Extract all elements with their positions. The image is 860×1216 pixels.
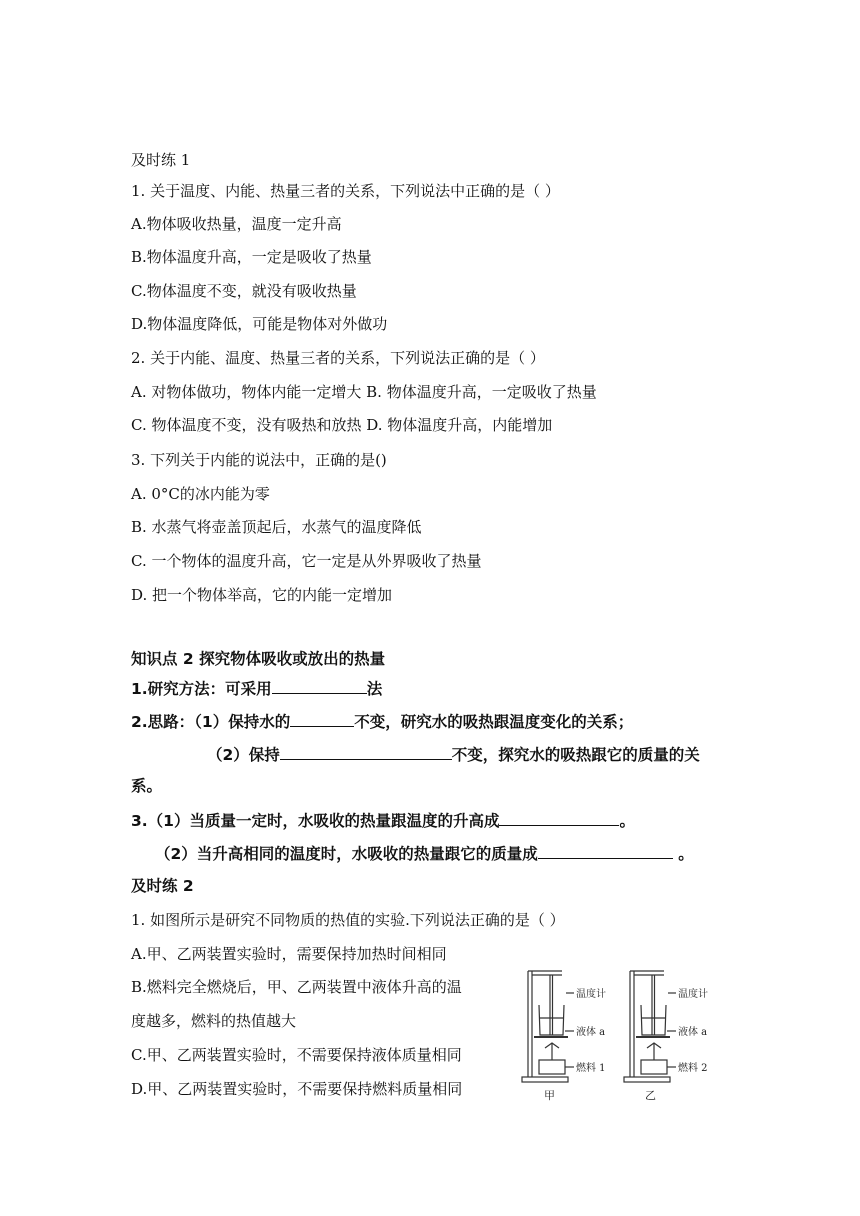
knowledge-point-heading: 知识点 2 探究物体吸收或放出的热量 bbox=[131, 650, 386, 668]
approach-line-3: 系。 bbox=[131, 777, 163, 795]
fuel-2-label: 燃料 2 bbox=[678, 1063, 708, 1074]
apparatus-left bbox=[522, 971, 574, 1082]
question-2-stem: 2. 关于内能、温度、热量三者的关系，下列说法正确的是（ ） bbox=[131, 349, 545, 367]
research-method-line bbox=[131, 678, 382, 699]
approach-1-suffix: 不变，研究水的吸热跟温度变化的关系； bbox=[354, 713, 634, 731]
q3-option-c: C. 一个物体的温度升高，它一定是从外界吸收了热量 bbox=[131, 552, 482, 570]
research-method-text: 1.研究方法：可采用 bbox=[131, 680, 272, 698]
section-heading: 及时练 2 bbox=[131, 877, 194, 895]
approach-line-2 bbox=[207, 744, 700, 765]
approach-2-text: （2）保持 bbox=[207, 746, 280, 764]
approach-2-suffix: 不变，探究水的吸热跟它的质量的关 bbox=[451, 746, 700, 764]
option-b-line-2: 度越多，燃料的热值越大 bbox=[131, 1012, 297, 1030]
liquid-label: 液体 a bbox=[576, 1027, 606, 1038]
q3-option-d: D. 把一个物体举高，它的内能一定增加 bbox=[131, 586, 393, 604]
apparatus-right bbox=[624, 971, 676, 1082]
option-b-line-1: B.燃料完全燃烧后，甲、乙两装置中液体升高的温 bbox=[131, 978, 462, 996]
q2-options-ab: A. 对物体做功，物体内能一定增大 B. 物体温度升高，一定吸收了热量 bbox=[131, 383, 597, 401]
question-3-stem: 3. 下列关于内能的说法中，正确的是() bbox=[131, 451, 387, 469]
conclusion-line-1 bbox=[131, 810, 635, 831]
option-d: D.甲、乙两装置实验时，不需要保持燃料质量相同 bbox=[131, 1080, 463, 1098]
approach-1-text: 2.思路：（1）保持水的 bbox=[131, 713, 291, 731]
caption-right: 乙 bbox=[645, 1089, 656, 1102]
question-1-stem: 1. 如图所示是研究不同物质的热值的实验.下列说法正确的是（ ） bbox=[131, 911, 565, 929]
thermometer-label: 温度计 bbox=[576, 989, 606, 1000]
conclusion-1-suffix: 。 bbox=[619, 812, 635, 830]
conclusion-line-2 bbox=[155, 843, 694, 864]
fill-blank[interactable] bbox=[290, 711, 354, 727]
fuel-1-label: 燃料 1 bbox=[576, 1063, 606, 1074]
q3-option-a: A. 0°C的冰内能为零 bbox=[131, 485, 270, 503]
q2-options-cd: C. 物体温度不变，没有吸热和放热 D. 物体温度升高，内能增加 bbox=[131, 416, 553, 434]
fill-blank[interactable] bbox=[280, 744, 452, 760]
fill-blank[interactable] bbox=[272, 678, 367, 694]
approach-line-1 bbox=[131, 711, 633, 732]
caption-left: 甲 bbox=[544, 1089, 555, 1102]
option-a: A.甲、乙两装置实验时，需要保持加热时间相同 bbox=[131, 945, 447, 963]
q3-option-b: B. 水蒸气将壶盖顶起后，水蒸气的温度降低 bbox=[131, 518, 422, 536]
q1-option-a: A.物体吸收热量，温度一定升高 bbox=[131, 215, 342, 233]
experiment-apparatus-figure bbox=[518, 963, 718, 1103]
conclusion-2-text: （2）当升高相同的温度时，水吸收的热量跟它的质量成 bbox=[155, 845, 538, 863]
conclusion-1-text: 3.（1）当质量一定时，水吸收的热量跟温度的升高成 bbox=[131, 812, 500, 830]
conclusion-2-suffix: 。 bbox=[672, 845, 694, 863]
question-1-stem: 1. 关于温度、内能、热量三者的关系，下列说法中正确的是（ ） bbox=[131, 182, 560, 200]
option-c: C.甲、乙两装置实验时，不需要保持液体质量相同 bbox=[131, 1046, 462, 1064]
fill-blank[interactable] bbox=[499, 810, 619, 826]
research-method-suffix: 法 bbox=[366, 680, 383, 698]
fill-blank[interactable] bbox=[538, 843, 673, 859]
thermometer-label: 温度计 bbox=[678, 989, 708, 1000]
q1-option-d: D.物体温度降低，可能是物体对外做功 bbox=[131, 315, 388, 333]
q1-option-c: C.物体温度不变，就没有吸收热量 bbox=[131, 282, 357, 300]
liquid-label: 液体 a bbox=[678, 1027, 708, 1038]
section-heading: 及时练 1 bbox=[131, 151, 191, 169]
q1-option-b: B.物体温度升高，一定是吸收了热量 bbox=[131, 248, 372, 266]
